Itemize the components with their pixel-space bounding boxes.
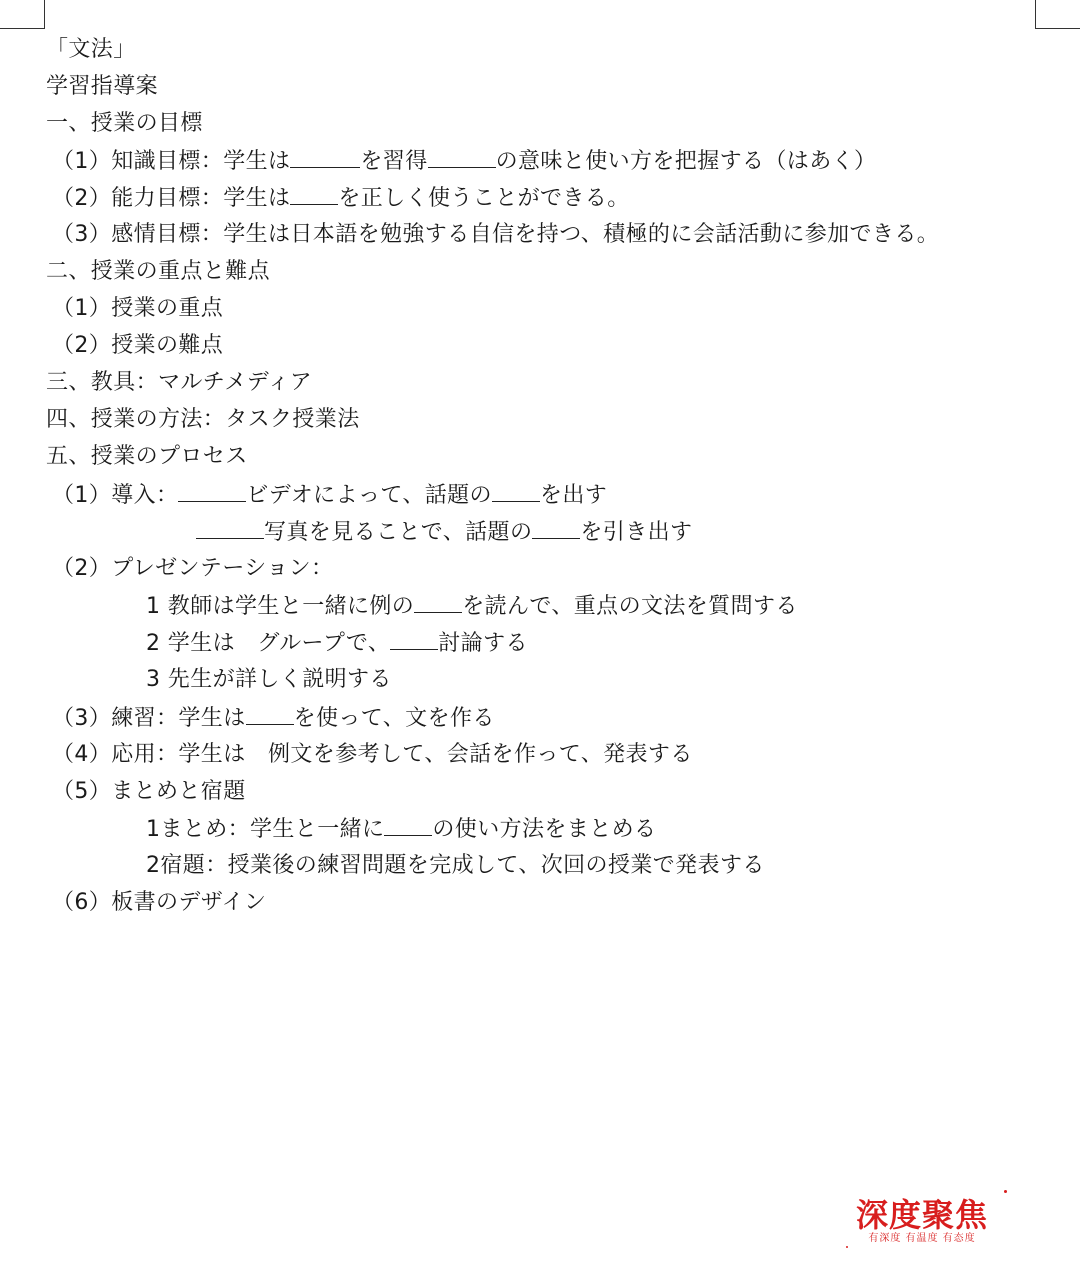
process-summary: （5）まとめと宿題 [52, 779, 246, 804]
watermark-dot [846, 1246, 848, 1248]
page-corner-mark-top-left [0, 0, 45, 29]
presentation-step-3: 3 先生が詳しく説明する [146, 667, 392, 692]
section-4-heading: 四、授業の方法：タスク授業法 [46, 407, 360, 432]
fill-blank [390, 629, 438, 650]
section-2-heading: 二、授業の重点と難点 [46, 259, 271, 284]
section-5-heading: 五、授業のプロセス [46, 444, 248, 469]
process-board-design: （6）板書のデザイン [52, 890, 267, 915]
fill-blank [384, 815, 432, 836]
difficult-point: （2）授業の難点 [52, 333, 224, 358]
fill-blank [246, 704, 294, 725]
focus-point: （1）授業の重点 [52, 296, 224, 321]
objective-ability: （2）能力目標：学生は を正しく使うことができる。 [52, 186, 630, 211]
section-1-heading: 一、授業の目標 [46, 111, 203, 136]
process-application: （4）応用：学生は 例文を参考して、会話を作って、発表する [52, 742, 693, 767]
fill-blank [414, 592, 462, 613]
summary-step-1: 1まとめ：学生と一緒に の使い方法をまとめる [146, 817, 657, 842]
fill-blank [196, 518, 264, 539]
process-practice: （3）練習：学生は を使って、文を作る [52, 706, 495, 731]
presentation-step-1: 1 教師は学生と一緒に例の を読んで、重点の文法を質問する [146, 594, 798, 619]
watermark-logo [856, 1197, 988, 1245]
process-introduction: （1）導入： ビデオによって、話題の を出す [52, 483, 608, 508]
doc-title-grammar: 「文法」 [46, 37, 136, 62]
fill-blank [290, 184, 338, 205]
fill-blank [532, 518, 580, 539]
fill-blank [290, 147, 360, 168]
process-introduction-2: 写真を見ることで、話題の を引き出す [196, 518, 692, 547]
presentation-step-2: 2 学生は グループで、 討論する [146, 631, 528, 656]
objective-knowledge: （1）知識目標：学生は を習得 の意味と使い方を把握する（はあく） [52, 149, 877, 174]
doc-title-lesson-plan: 学習指導案 [46, 74, 159, 99]
page-corner-mark-top-right [1035, 0, 1080, 29]
fill-blank [428, 147, 496, 168]
watermark-dot [1004, 1190, 1007, 1193]
objective-emotion: （3）感情目標：学生は日本語を勉強する自信を持つ、積極的に会話活動に参加できる。 [52, 222, 940, 247]
fill-blank [178, 481, 246, 502]
watermark-slogan: 有深度 有温度 有态度 [868, 1233, 976, 1244]
watermark-title: 深度聚焦 [856, 1196, 989, 1234]
summary-step-2: 2宿題：授業後の練習問題を完成して、次回の授業で発表する [146, 853, 765, 878]
fill-blank [492, 481, 540, 502]
process-presentation: （2）プレゼンテーション： [52, 556, 334, 581]
section-3-heading: 三、教具：マルチメディア [46, 370, 313, 395]
